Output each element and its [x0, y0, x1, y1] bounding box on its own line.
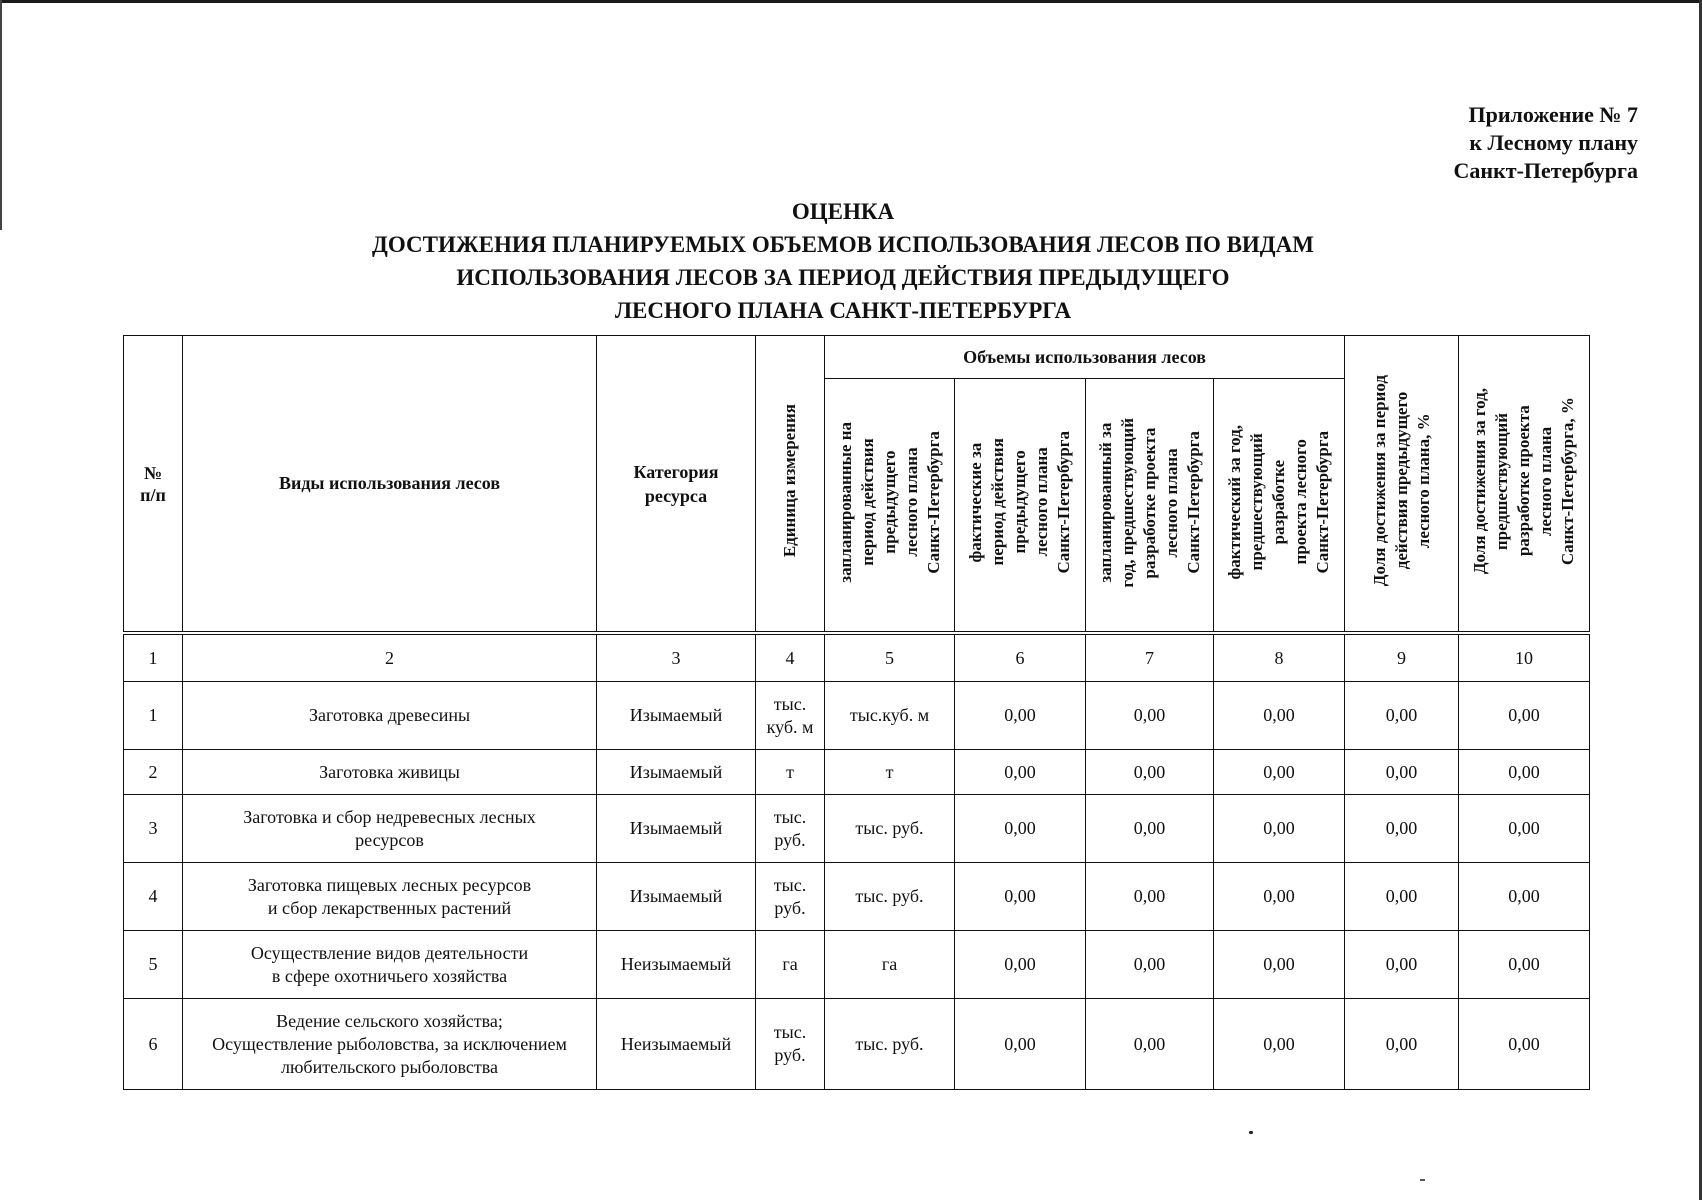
row-category: Изымаемый — [597, 750, 756, 795]
header-col8: фактический за год, предшествующий разработке проекта лесного Санкт-Петербурга — [1225, 425, 1333, 580]
header-unit: Единица измерения — [780, 404, 799, 558]
header-col9-cell — [1345, 336, 1459, 634]
row-category: Неизымаемый — [597, 999, 756, 1090]
header-volumes-group: Объемы использования лесов — [825, 336, 1345, 379]
row-c8: 0,00 — [1214, 795, 1345, 863]
column-number: 4 — [756, 633, 825, 682]
row-c6: 0,00 — [955, 750, 1086, 795]
row-num: 4 — [124, 863, 183, 931]
title-line-2: ДОСТИЖЕНИЯ ПЛАНИРУЕМЫХ ОБЪЕМОВ ИСПОЛЬЗОВАНИЯ ЛЕСОВ ПО ВИДАМ — [372, 232, 1314, 257]
row-c5: тыс. руб. — [825, 795, 955, 863]
row-c10: 0,00 — [1459, 795, 1590, 863]
assessment-table — [123, 335, 1590, 1090]
row-num: 2 — [124, 750, 183, 795]
row-unit: га — [756, 931, 825, 999]
row-c10: 0,00 — [1459, 863, 1590, 931]
column-number: 9 — [1345, 633, 1459, 682]
row-unit: тыс. куб. м — [756, 682, 825, 750]
column-number: 6 — [955, 633, 1086, 682]
header-category: Категория ресурса — [597, 336, 756, 634]
column-number: 3 — [597, 633, 756, 682]
row-c9: 0,00 — [1345, 999, 1459, 1090]
row-c6: 0,00 — [955, 863, 1086, 931]
row-c8: 0,00 — [1214, 682, 1345, 750]
row-unit: тыс. руб. — [756, 863, 825, 931]
row-num: 6 — [124, 999, 183, 1090]
header-col10-cell — [1459, 336, 1590, 634]
row-kind: Осуществление видов деятельности в сфере охотничьего хозяйства — [183, 931, 597, 999]
row-c9: 0,00 — [1345, 750, 1459, 795]
row-c8: 0,00 — [1214, 999, 1345, 1090]
row-c9: 0,00 — [1345, 682, 1459, 750]
appendix-line-2: к Лесному плану — [1469, 130, 1638, 155]
row-c6: 0,00 — [955, 795, 1086, 863]
row-unit: т — [756, 750, 825, 795]
scan-edge-top — [0, 0, 1702, 3]
header-col9: Доля достижения за период действия предыдущего лесного плана, % — [1369, 375, 1433, 587]
row-c9: 0,00 — [1345, 931, 1459, 999]
scan-speck — [1420, 1179, 1425, 1181]
row-unit: тыс. руб. — [756, 795, 825, 863]
column-number: 2 — [183, 633, 597, 682]
title-line-3: ИСПОЛЬЗОВАНИЯ ЛЕСОВ ЗА ПЕРИОД ДЕЙСТВИЯ ПРЕДЫДУЩЕГО — [456, 265, 1230, 290]
column-number: 7 — [1086, 633, 1214, 682]
appendix-line-3: Санкт-Петербурга — [1453, 158, 1638, 183]
row-c7: 0,00 — [1086, 795, 1214, 863]
row-c9: 0,00 — [1345, 795, 1459, 863]
header-row-top — [124, 336, 1590, 379]
appendix-heading — [1454, 101, 1638, 185]
row-c7: 0,00 — [1086, 863, 1214, 931]
document-title — [0, 195, 1686, 327]
row-kind: Ведение сельского хозяйства; Осуществление рыболовства, за исключением любительского рыболовства — [183, 999, 597, 1090]
row-c7: 0,00 — [1086, 682, 1214, 750]
header-unit-cell — [756, 336, 825, 634]
header-col10: Доля достижения за год, предшествующий разработке проекта лесного плана Санкт-Петербурга, % — [1470, 387, 1578, 575]
row-c5: га — [825, 931, 955, 999]
row-c10: 0,00 — [1459, 750, 1590, 795]
row-c5: т — [825, 750, 955, 795]
row-num: 3 — [124, 795, 183, 863]
title-line-1: ОЦЕНКА — [791, 199, 895, 224]
row-kind: Заготовка древесины — [183, 682, 597, 750]
row-c10: 0,00 — [1459, 999, 1590, 1090]
row-category: Изымаемый — [597, 795, 756, 863]
header-col7-cell — [1086, 379, 1214, 634]
row-category: Неизымаемый — [597, 931, 756, 999]
appendix-line-1: Приложение № 7 — [1468, 102, 1638, 127]
header-num: № п/п — [124, 336, 183, 634]
row-c5: тыс.куб. м — [825, 682, 955, 750]
row-num: 5 — [124, 931, 183, 999]
row-c5: тыс. руб. — [825, 863, 955, 931]
row-c6: 0,00 — [955, 999, 1086, 1090]
row-c5: тыс. руб. — [825, 999, 955, 1090]
row-num: 1 — [124, 682, 183, 750]
row-c8: 0,00 — [1214, 863, 1345, 931]
row-c6: 0,00 — [955, 682, 1086, 750]
column-number: 10 — [1459, 633, 1590, 682]
row-kind: Заготовка живицы — [183, 750, 597, 795]
header-col6-cell — [955, 379, 1086, 634]
column-number-row — [124, 633, 1590, 682]
table-row — [124, 795, 1590, 863]
table-row — [124, 999, 1590, 1090]
table-row — [124, 931, 1590, 999]
header-col7: запланированный за год, предшествующий разработке проекта лесного плана Санкт-Петербурга — [1095, 417, 1203, 588]
column-number: 8 — [1214, 633, 1345, 682]
row-c7: 0,00 — [1086, 750, 1214, 795]
column-number: 5 — [825, 633, 955, 682]
table-row — [124, 863, 1590, 931]
title-line-4: ЛЕСНОГО ПЛАНА САНКТ-ПЕТЕРБУРГА — [614, 298, 1072, 323]
header-kind: Виды использования лесов — [183, 336, 597, 634]
row-c8: 0,00 — [1214, 750, 1345, 795]
header-col5-cell — [825, 379, 955, 634]
row-c10: 0,00 — [1459, 931, 1590, 999]
row-c8: 0,00 — [1214, 931, 1345, 999]
row-category: Изымаемый — [597, 682, 756, 750]
header-col6: фактические за период действия предыдущего лесного плана Санкт-Петербурга — [966, 431, 1073, 574]
header-col5: запланированные на период действия предыдущего лесного плана Санкт-Петербурга — [835, 422, 943, 583]
header-col8-cell — [1214, 379, 1345, 634]
row-kind: Заготовка и сбор недревесных лесных ресурсов — [183, 795, 597, 863]
column-number: 1 — [124, 633, 183, 682]
table-row — [124, 682, 1590, 750]
row-category: Изымаемый — [597, 863, 756, 931]
row-kind: Заготовка пищевых лесных ресурсов и сбор лекарственных растений — [183, 863, 597, 931]
row-c10: 0,00 — [1459, 682, 1590, 750]
row-c6: 0,00 — [955, 931, 1086, 999]
row-c7: 0,00 — [1086, 931, 1214, 999]
row-c9: 0,00 — [1345, 863, 1459, 931]
row-c7: 0,00 — [1086, 999, 1214, 1090]
scan-speck — [1249, 1131, 1253, 1134]
table-row — [124, 750, 1590, 795]
row-unit: тыс. руб. — [756, 999, 825, 1090]
